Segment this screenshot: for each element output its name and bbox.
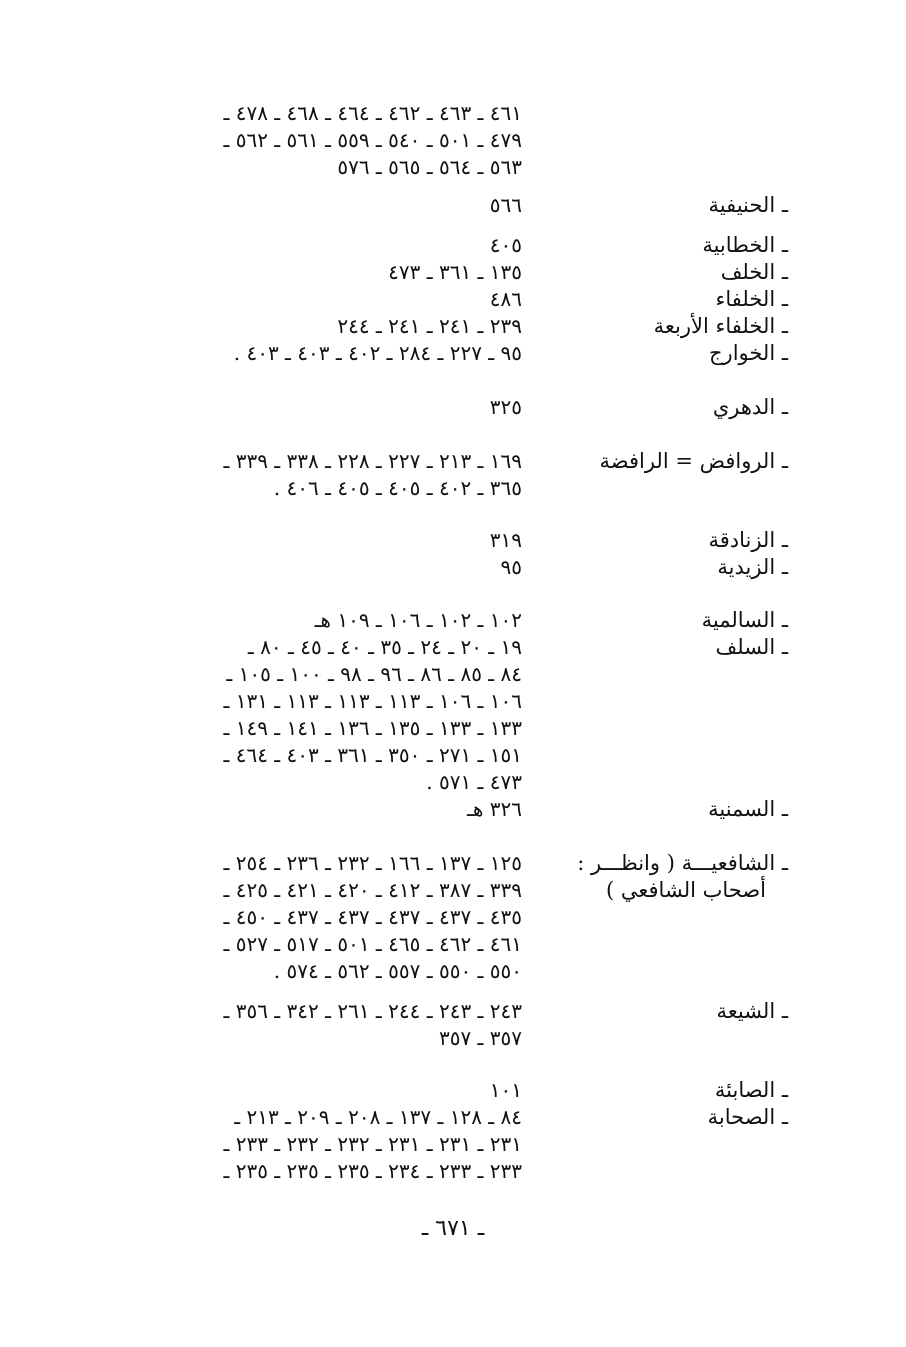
ref-line: ٣٣٩ ـ ٣٨٧ ـ ٤١٢ ـ ٤٢٠ ـ ٤٢١ ـ ٤٢٥ ـ — [223, 878, 522, 902]
entry-refs — [112, 796, 522, 823]
entry-refs — [112, 527, 522, 554]
ref-line: ٤٧٣ ـ ٥٧١ . — [426, 770, 522, 794]
ref-line: ١٠٦ ـ ١٠٦ ـ ١١٣ ـ ١١٣ ـ ١١٣ ـ ١٣١ ـ — [223, 689, 522, 713]
entry-term: ـ الزنادقة — [708, 528, 788, 552]
entry-refs — [112, 286, 522, 313]
ref-line: ٣٢٥ — [489, 395, 522, 419]
entry-term: ـ الشيعة — [716, 999, 788, 1023]
ref-line: ١٥١ ـ ٢٧١ ـ ٣٥٠ ـ ٣٦١ ـ ٤٠٣ ـ ٤٦٤ ـ — [223, 743, 522, 767]
entry-term: ـ الخطابية — [702, 233, 788, 257]
page-number: ـ ٦٧١ ـ — [421, 1216, 485, 1241]
entry-term: ـ الخلف — [720, 260, 788, 284]
ref-line: ١٠٢ ـ ١٠٢ ـ ١٠٦ ـ ١٠٩ هـ — [314, 608, 522, 632]
ref-line: ٤٨٦ — [489, 287, 522, 311]
entry-term: ـ الصابئة — [714, 1078, 788, 1102]
entry-refs — [112, 998, 522, 1052]
entry-refs — [112, 1077, 522, 1104]
ref-line: ٨٤ ـ ١٢٨ ـ ١٣٧ ـ ٢٠٨ ـ ٢٠٩ ـ ٢١٣ ـ — [234, 1105, 522, 1129]
entry-term: ـ الحنيفية — [708, 193, 788, 217]
entry-term: ـ السالمية — [701, 608, 788, 632]
entry-refs — [112, 100, 522, 181]
entry-term: ـ الروافض = الرافضة — [599, 449, 788, 473]
entry-refs — [112, 448, 522, 502]
entry-term: ـ الخوارج — [709, 341, 788, 365]
ref-line: ٩٥ — [500, 555, 522, 579]
ref-line: ٢٣٣ ـ ٢٣٣ ـ ٢٣٤ ـ ٢٣٥ ـ ٢٣٥ ـ ٢٣٥ ـ — [223, 1159, 522, 1183]
entry-term: ـ السلف — [715, 635, 788, 659]
ref-line: ١٣٣ ـ ١٣٣ ـ ١٣٥ ـ ١٣٦ ـ ١٤١ ـ ١٤٩ ـ — [223, 716, 522, 740]
entry-refs — [112, 259, 522, 286]
ref-line: ١٠١ — [489, 1078, 522, 1102]
ref-line: ٤٠٥ — [489, 233, 522, 257]
entry-refs — [112, 607, 522, 634]
ref-line: ٢٤٣ ـ ٢٤٣ ـ ٢٤٤ ـ ٢٦١ ـ ٣٤٢ ـ ٣٥٦ ـ — [223, 999, 522, 1023]
entry-term-main: ـ الشافعيـــة ( وانظـــر : — [577, 851, 788, 875]
ref-line: ١٣٥ ـ ٣٦١ ـ ٤٧٣ — [388, 260, 522, 284]
ref-line: ٢٣٩ ـ ٢٤١ ـ ٢٤١ ـ ٢٤٤ — [337, 314, 522, 338]
entry-refs — [112, 1104, 522, 1185]
ref-line: ١٦٩ ـ ٢١٣ ـ ٢٢٧ ـ ٢٢٨ ـ ٣٣٨ ـ ٣٣٩ ـ — [223, 449, 522, 473]
entry-refs — [112, 850, 522, 985]
entry-refs — [112, 634, 522, 796]
entry-refs — [112, 313, 522, 340]
ref-line: ٥٦٦ — [489, 193, 522, 217]
ref-line: ٣١٩ — [489, 528, 522, 552]
ref-line: ٣٦٥ ـ ٤٠٢ ـ ٤٠٥ ـ ٤٠٥ ـ ٤٠٦ . — [273, 476, 522, 500]
entry-refs — [112, 192, 522, 219]
ref-line: ٣٥٧ ـ ٣٥٧ — [438, 1026, 522, 1050]
ref-line: ٢٣١ ـ ٢٣١ ـ ٢٣١ ـ ٢٣٢ ـ ٢٣٢ ـ ٢٣٣ ـ — [223, 1132, 522, 1156]
entry-refs — [112, 554, 522, 581]
ref-line: ١٢٥ ـ ١٣٧ ـ ١٦٦ ـ ٢٣٢ ـ ٢٣٦ ـ ٢٥٤ ـ — [223, 851, 522, 875]
entry-term: ـ الزيدية — [717, 555, 788, 579]
ref-line: ٤٦١ ـ ٤٦٣ ـ ٤٦٢ ـ ٤٦٤ ـ ٤٦٨ ـ ٤٧٨ ـ — [223, 101, 522, 125]
ref-line: ٩٥ ـ ٢٢٧ ـ ٢٨٤ ـ ٤٠٢ ـ ٤٠٣ ـ ٤٠٣ . — [233, 341, 522, 365]
ref-line: ٤٦١ ـ ٤٦٢ ـ ٤٦٥ ـ ٥٠١ ـ ٥١٧ ـ ٥٢٧ ـ — [223, 932, 522, 956]
ref-line: ٤٧٩ ـ ٥٠١ ـ ٥٤٠ ـ ٥٥٩ ـ ٥٦١ ـ ٥٦٢ ـ — [223, 128, 522, 152]
entry-term — [518, 850, 788, 904]
entry-term: ـ السمنية — [708, 797, 788, 821]
ref-line: ٨٤ ـ ٨٥ ـ ٨٦ ـ ٩٦ ـ ٩٨ ـ ١٠٠ ـ ١٠٥ ـ — [226, 662, 522, 686]
ref-line: ٤٣٥ ـ ٤٣٧ ـ ٤٣٧ ـ ٤٣٧ ـ ٤٣٧ ـ ٤٥٠ ـ — [223, 905, 522, 929]
entry-term: ـ الدهري — [712, 395, 788, 419]
entry-term: ـ الخلفاء — [715, 287, 788, 311]
ref-line: ٥٦٣ ـ ٥٦٤ ـ ٥٦٥ ـ ٥٧٦ — [337, 155, 522, 179]
ref-line: ١٩ ـ ٢٠ ـ ٢٤ ـ ٣٥ ـ ٤٠ ـ ٤٥ ـ ٨٠ ـ — [247, 635, 522, 659]
entry-refs — [112, 394, 522, 421]
entry-refs — [112, 340, 522, 367]
entry-term-sub: أصحاب الشافعي ) — [606, 878, 766, 902]
ref-line: ٣٢٦ هـ — [467, 797, 522, 821]
entry-term: ـ الخلفاء الأربعة — [653, 314, 788, 338]
entry-term: ـ الصحابة — [707, 1105, 788, 1129]
ref-line: ٥٥٠ ـ ٥٥٠ ـ ٥٥٧ ـ ٥٦٢ ـ ٥٧٤ . — [273, 959, 522, 983]
entry-refs — [112, 232, 522, 259]
